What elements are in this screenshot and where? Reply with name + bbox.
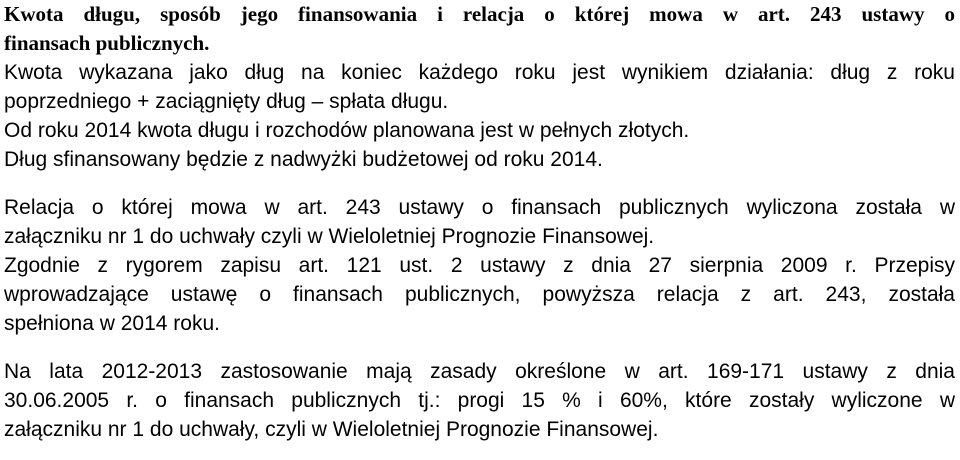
debt-paragraph xyxy=(4,58,955,174)
years-paragraph xyxy=(4,357,955,444)
paragraph-line: załączniku nr 1 do uchwały czyli w Wieloletniej Prognozie Finansowej. xyxy=(4,225,655,248)
paragraph-line: Zgodnie z rygorem zapisu art. 121 ust. 2 ustawy z dnia 27 sierpnia 2009 r. Przepisy xyxy=(4,254,955,277)
paragraph-line: spełniona w 2014 roku. xyxy=(4,312,220,335)
paragraph-spacer xyxy=(4,338,955,357)
paragraph-line: Na lata 2012-2013 zastosowanie mają zasady określone w art. 169-171 ustawy z dnia xyxy=(4,360,955,383)
heading-line: finansach publicznych. xyxy=(4,31,210,55)
paragraph-line: 30.06.2005 r. o finansach publicznych tj.: progi 15 % i 60%, które zostały wyliczone w xyxy=(4,389,955,412)
paragraph-line: Dług sfinansowany będzie z nadwyżki budżetowej od roku 2014. xyxy=(4,148,603,171)
paragraph-line: wprowadzające ustawę o finansach publicznych, powyższa relacja z art. 243, została xyxy=(4,283,955,306)
paragraph-line: Relacja o której mowa w art. 243 ustawy o finansach publicznych wyliczona została w xyxy=(4,196,955,219)
relation-paragraph xyxy=(4,193,955,338)
paragraph-line: Od roku 2014 kwota długu i rozchodów planowana jest w pełnych złotych. xyxy=(4,119,690,142)
paragraph-spacer xyxy=(4,174,955,193)
section-heading xyxy=(4,0,955,58)
heading-line: Kwota długu, sposób jego finansowania i relacja o której mowa w art. 243 ustawy o xyxy=(4,2,955,26)
paragraph-line: Kwota wykazana jako dług na koniec każdego roku jest wynikiem działania: dług z roku xyxy=(4,61,955,84)
document-page xyxy=(4,0,955,444)
paragraph-line: poprzedniego + zaciągnięty dług – spłata długu. xyxy=(4,90,449,113)
paragraph-line: załączniku nr 1 do uchwały, czyli w Wieloletniej Prognozie Finansowej. xyxy=(4,418,659,441)
